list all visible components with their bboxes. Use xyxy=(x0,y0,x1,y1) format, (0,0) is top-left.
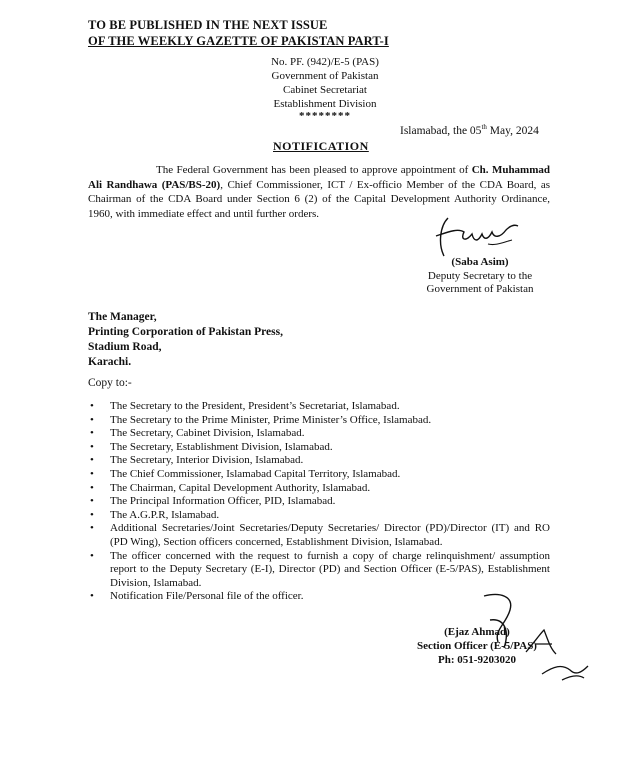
signatory-1-name: (Saba Asim) xyxy=(451,256,509,268)
date-prefix: Islamabad, the 05 xyxy=(400,124,482,137)
notification-title: NOTIFICATION xyxy=(273,139,369,153)
signatory-1-designation-2: Government of Pakistan xyxy=(426,283,534,295)
copy-to-label: Copy to:- xyxy=(88,377,132,389)
list-item: • The officer concerned with the request to furnish a copy of charge relinquishment/ assumption report to the Deputy Secretary (E-I), Director (PD) and Section Officer (E-5/PAS), Establishment Division, Islamabad. xyxy=(88,550,550,591)
addressee-line4: Karachi. xyxy=(88,356,132,368)
list-item: • The Secretary to the Prime Minister, Prime Minister’s Office, Islamabad. xyxy=(88,414,550,428)
list-item: • The Secretary, Establishment Division, Islamabad. xyxy=(88,441,550,455)
signatory-2-block xyxy=(412,625,542,667)
date-rest: May, 2024 xyxy=(486,124,539,137)
list-item: • The A.G.P.R, Islamabad. xyxy=(88,509,550,523)
list-item: • The Secretary, Interior Division, Islamabad. xyxy=(88,454,550,468)
date-suffix: th xyxy=(481,123,487,131)
addressee-block xyxy=(88,310,283,370)
signatory-2-name: (Ejaz Ahmad) xyxy=(444,626,510,638)
body-rest: , Chief Commissioner, ICT / Ex-officio Member of the CDA Board, as Chairman of the CDA Board under Section 6 (2) of the Capital Development Authority Ordinance, 1960, with immediate effect and until further orders. xyxy=(88,178,550,220)
list-item: • The Principal Information Officer, PID, Islamabad. xyxy=(88,495,550,509)
list-item: • Notification File/Personal file of the officer. xyxy=(88,590,550,604)
signatory-2-phone: Ph: 051-9203020 xyxy=(438,654,516,666)
body-officer-name: Ch. Muhammad Ali Randhawa (PAS/BS-20) xyxy=(88,164,551,191)
list-item: • Additional Secretaries/Joint Secretaries/Deputy Secretaries/ Director (PD)/Director (IT) and RO (PD Wing), Section officers concerned, Establishment Division, Islamabad. xyxy=(88,522,550,549)
signatory-1-block xyxy=(420,256,540,297)
list-item: • The Chairman, Capital Development Authority, Islamabad. xyxy=(88,482,550,496)
notification-body xyxy=(88,163,550,221)
list-item: • The Chief Commissioner, Islamabad Capital Territory, Islamabad. xyxy=(88,468,550,482)
list-item: • The Secretary, Cabinet Division, Islamabad. xyxy=(88,427,550,441)
copy-to-list xyxy=(88,400,550,604)
publication-header-line2: OF THE WEEKLY GAZETTE OF PAKISTAN PART-I xyxy=(88,34,389,48)
issue-date xyxy=(400,123,539,137)
signatory-1-designation-1: Deputy Secretary to the xyxy=(427,269,533,282)
division-name: Establishment Division xyxy=(273,98,377,110)
body-intro: The Federal Government has been pleased to approve appointment of xyxy=(156,164,472,176)
government-name: Government of Pakistan xyxy=(271,70,379,82)
list-item: • The Secretary to the President, President’s Secretariat, Islamabad. xyxy=(88,400,550,414)
reference-block xyxy=(250,55,400,121)
addressee-line3: Stadium Road, xyxy=(88,341,162,353)
signatory-2-designation: Section Officer (E-5/PAS) xyxy=(417,640,537,652)
publication-header-line1: TO BE PUBLISHED IN THE NEXT ISSUE xyxy=(88,18,328,32)
star-separator: ******** xyxy=(299,110,351,122)
addressee-line2: Printing Corporation of Pakistan Press, xyxy=(88,326,283,338)
secretariat-name: Cabinet Secretariat xyxy=(283,84,367,96)
addressee-line1: The Manager, xyxy=(88,311,157,323)
reference-number: No. PF. (942)/E-5 (PAS) xyxy=(271,56,379,68)
